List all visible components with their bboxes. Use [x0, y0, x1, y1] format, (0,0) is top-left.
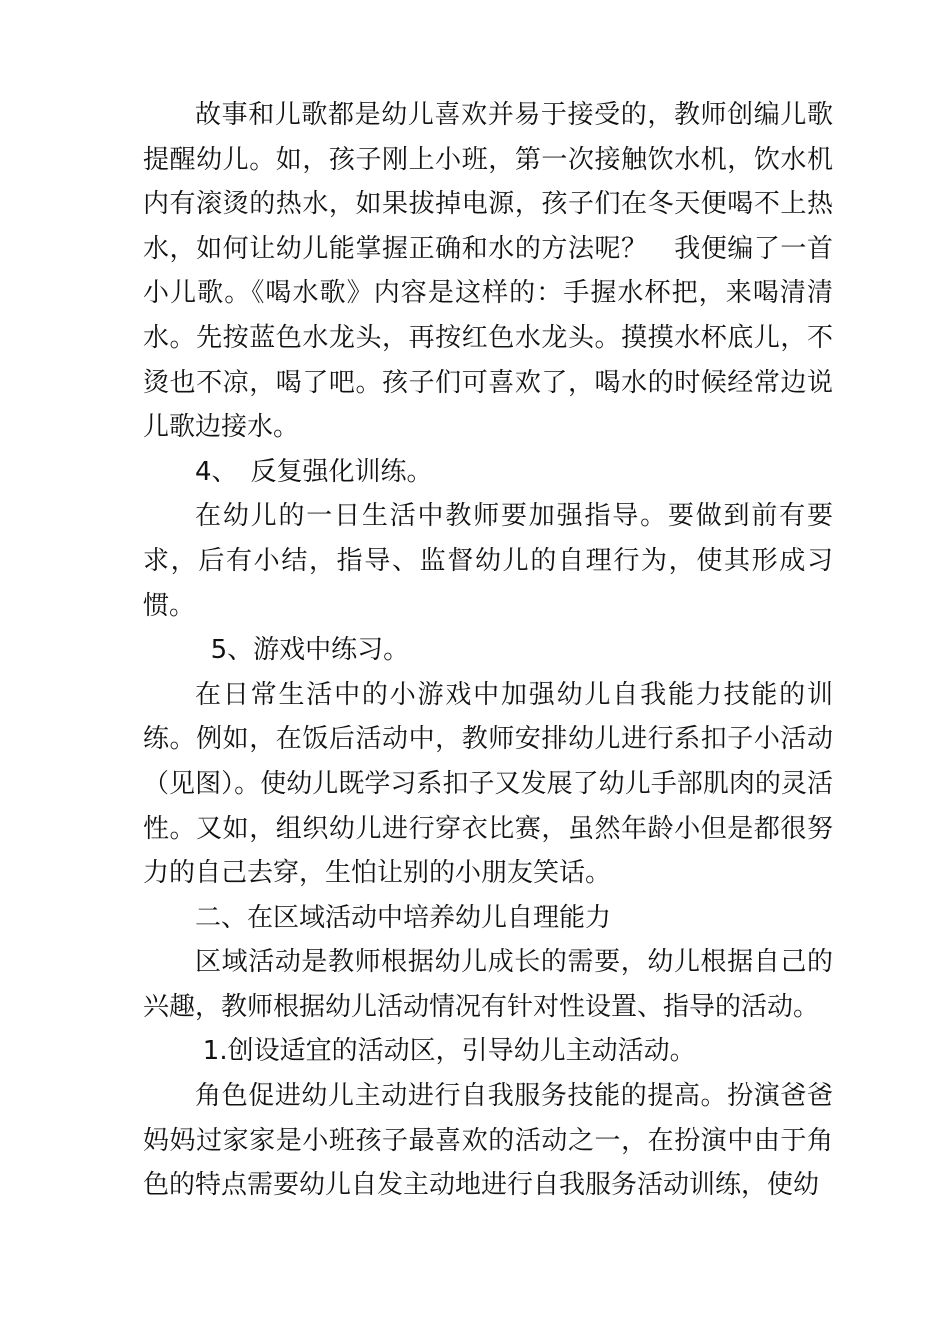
heading-section-two: 二、在区域活动中培养幼儿自理能力: [195, 902, 612, 933]
paragraph-daily-guidance: 在幼儿的一日生活中教师要加强指导。要做到前有要求，后有小结，指导、监督幼儿的自理行为，使其形成习惯。: [143, 501, 833, 621]
paragraph-area-activities: 区域活动是教师根据幼儿成长的需要，幼儿根据自己的兴趣，教师根据幼儿活动情况有针对性设置、指导的活动。: [143, 947, 833, 1022]
heading-game-practice: 5、游戏中练习。: [210, 635, 410, 666]
paragraph-role-play: 角色促进幼儿主动进行自我服务技能的提高。扮演爸爸妈妈过家家是小班孩子最喜欢的活动之一，在扮演中由于角色的特点需要幼儿自发主动地进行自我服务活动训练，使幼: [143, 1081, 833, 1201]
paragraph-nursery-rhyme: 故事和儿歌都是幼儿喜欢并易于接受的，教师创编儿歌提醒幼儿。如，孩子刚上小班，第一次接触饮水机，饮水机内有滚烫的热水，如果拔掉电源，孩子们在冬天便喝不上热水，如何让幼儿能掌握正确和水的方法呢？ 我便编了一首小儿歌。《喝水歌》内容是这样的：手握水杯把，来喝清清水。先按蓝色水龙头，再按红色水龙头。摸摸水杯底儿，不烫也不凉，喝了吧。孩子们可喜欢了，喝水的时候经常边说儿歌边接水。: [143, 100, 833, 443]
heading-repeated-training: 4、 反复强化训练。: [195, 456, 433, 487]
document-body: [143, 93, 833, 1208]
heading-create-activity-area: 1.创设适宜的活动区，引导幼儿主动活动。: [202, 1036, 696, 1067]
paragraph-game-activities: 在日常生活中的小游戏中加强幼儿自我能力技能的训练。例如，在饭后活动中，教师安排幼儿进行系扣子小活动（见图）。使幼儿既学习系扣子又发展了幼儿手部肌肉的灵活性。又如，组织幼儿进行穿衣比赛，虽然年龄小但是都很努力的自己去穿，生怕让别的小朋友笑话。: [143, 679, 833, 889]
